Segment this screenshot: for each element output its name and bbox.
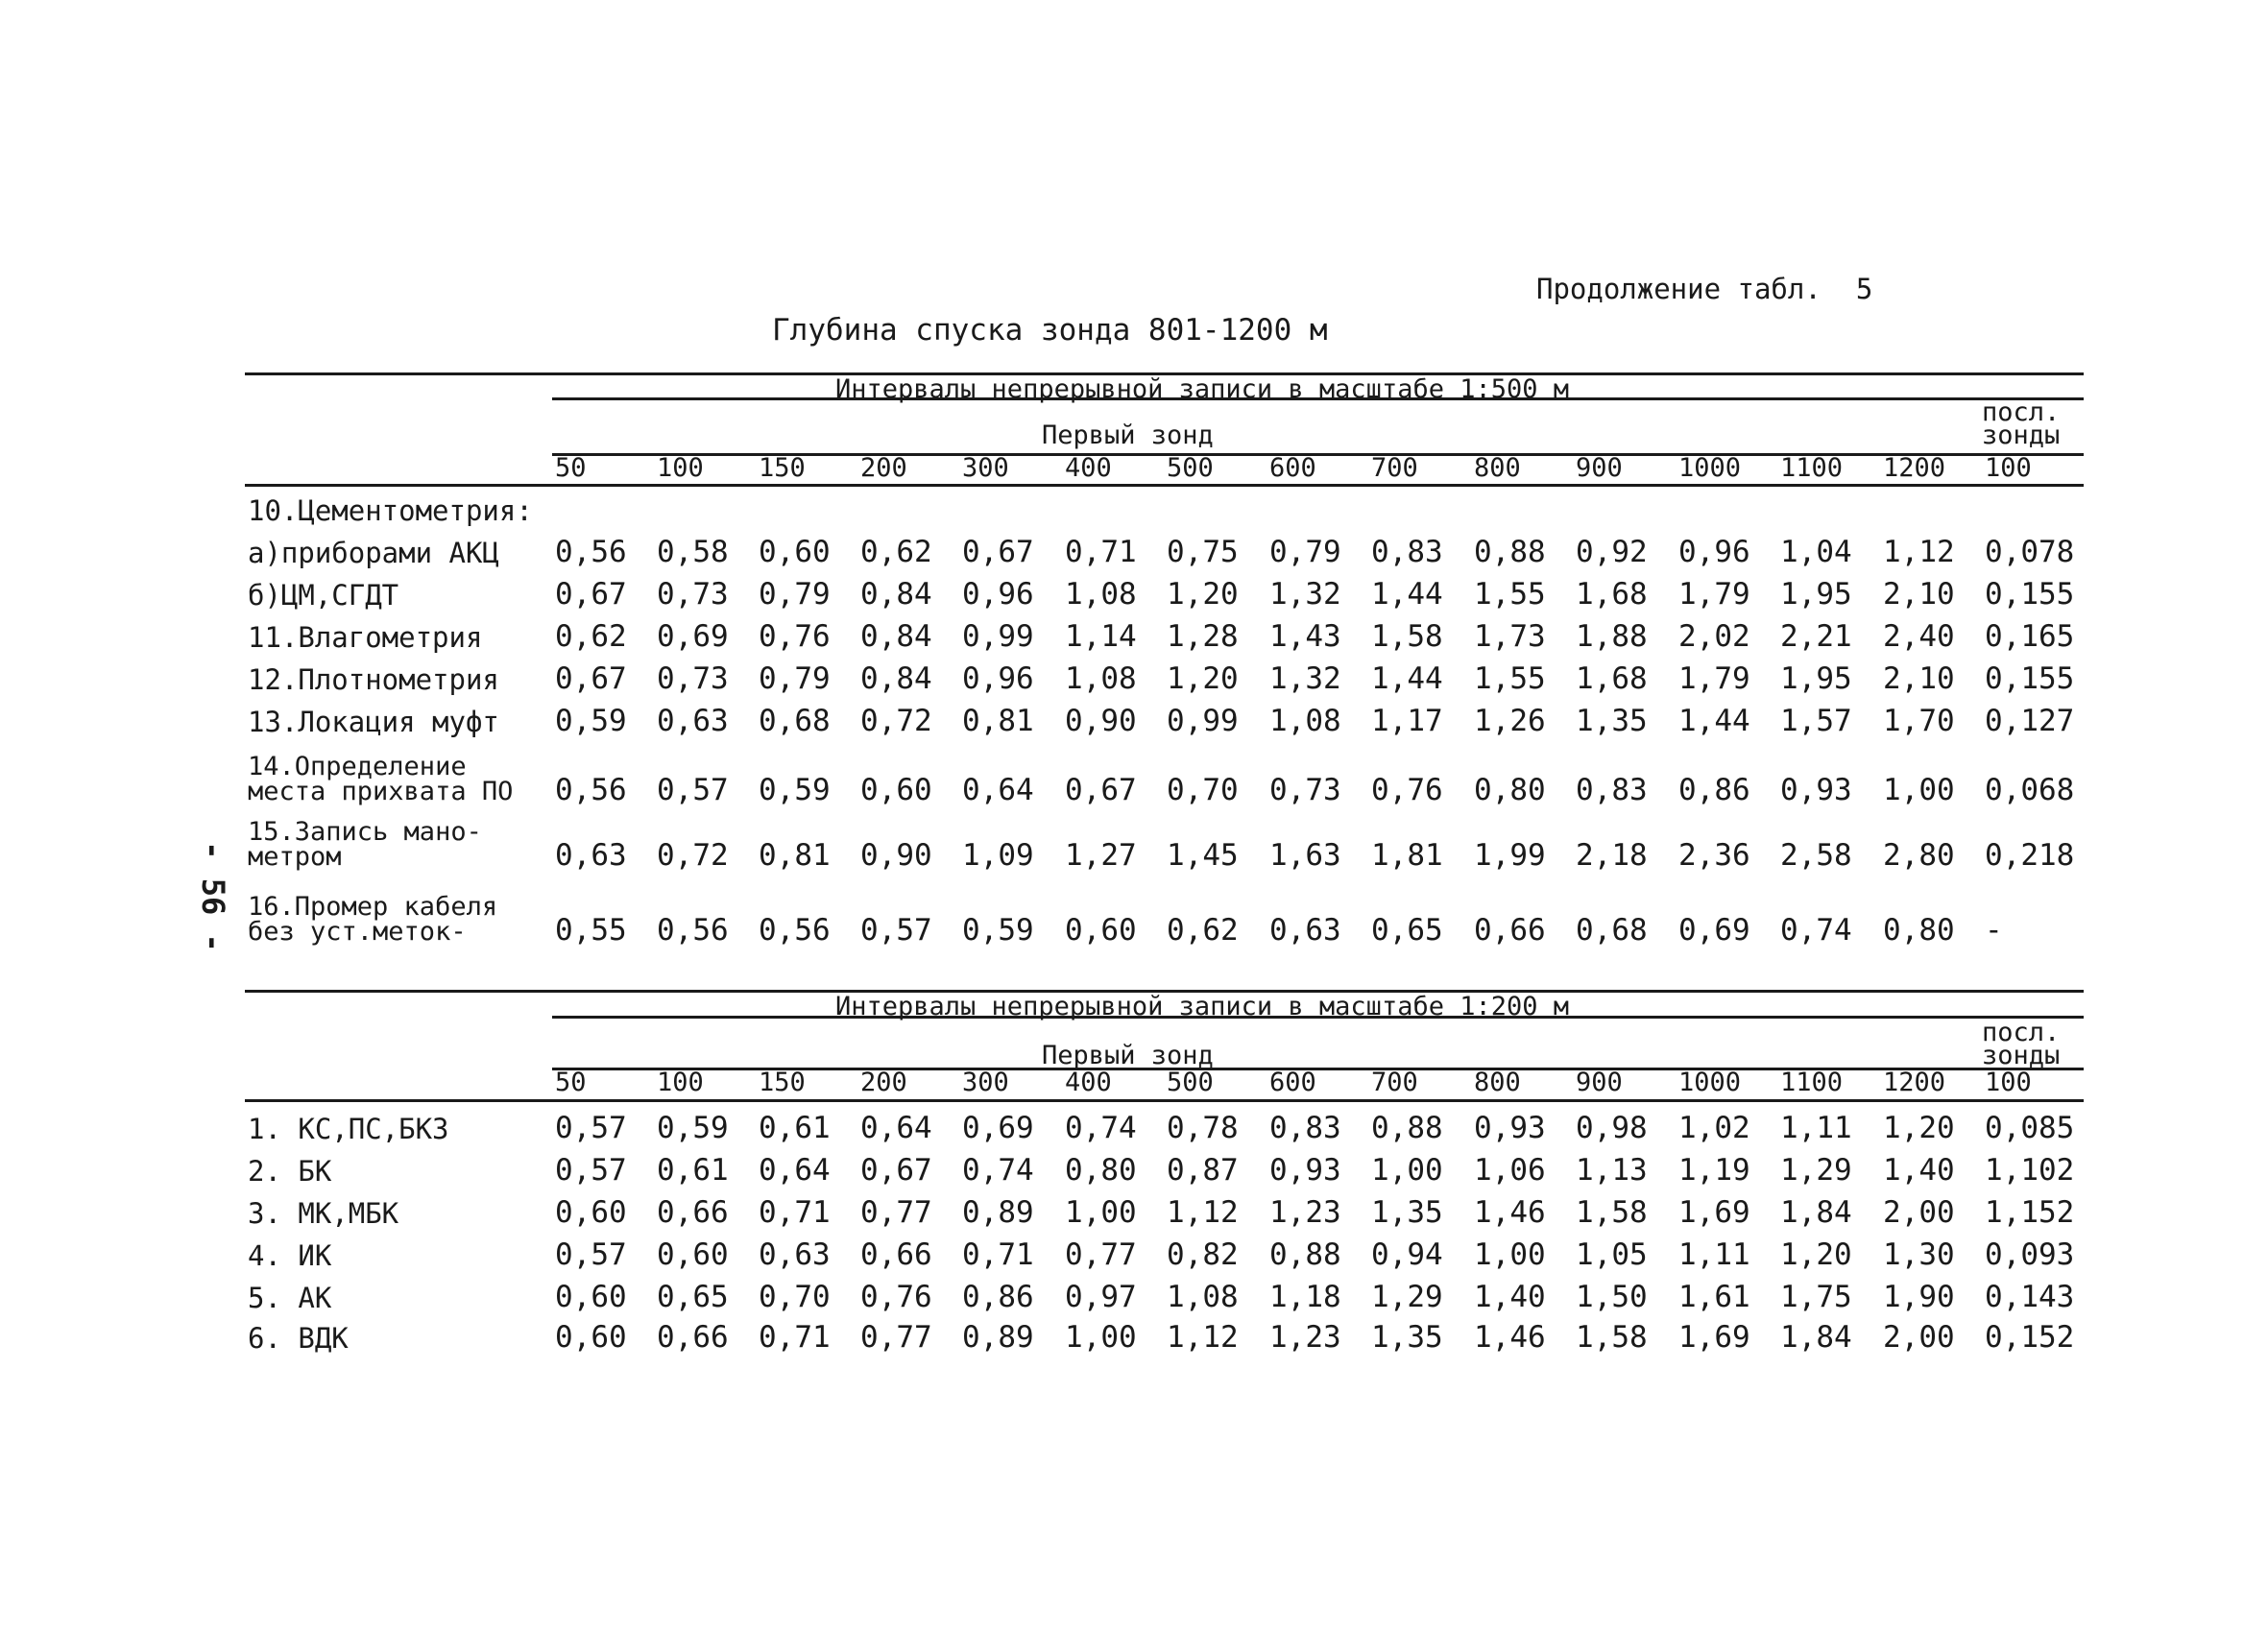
cell-value: 0,80: [1065, 1153, 1137, 1188]
row-label: а)приборами АКЦ: [248, 537, 499, 569]
cell-value: 0,90: [860, 838, 932, 873]
column-header: 500: [1167, 1068, 1214, 1097]
row-label: 12.Плотнометрия: [248, 663, 499, 696]
column-header: 1000: [1678, 1068, 1742, 1097]
cell-value: 0,63: [1269, 913, 1341, 948]
cell-value: -: [1985, 913, 2003, 948]
cell-value: 1,35: [1576, 704, 1648, 738]
group-header: Интервалы непрерывной записи в масштабе 1:500 м: [835, 374, 1570, 404]
cell-value: 2,10: [1883, 577, 1955, 612]
cell-value: 1,69: [1678, 1320, 1750, 1355]
cell-value: 1,08: [1167, 1280, 1239, 1314]
cell-value: 0,89: [962, 1320, 1034, 1355]
cell-value: 2,18: [1576, 838, 1648, 873]
column-header: 300: [962, 453, 1009, 483]
cell-value: 1,19: [1678, 1153, 1750, 1188]
header-bottom-rule: [245, 484, 2084, 487]
cell-value: 2,58: [1780, 838, 1852, 873]
last-probe-label: посл.: [1982, 397, 2061, 427]
cell-value: 0,77: [1065, 1237, 1137, 1272]
cell-value: 2,21: [1780, 619, 1852, 654]
cell-value: 1,45: [1167, 838, 1239, 873]
cell-value: 0,83: [1371, 535, 1443, 569]
cell-value: 0,79: [759, 661, 831, 696]
cell-value: 0,70: [759, 1280, 831, 1314]
cell-value: 1,61: [1678, 1280, 1750, 1314]
cell-value: 0,68: [759, 704, 831, 738]
cell-value: 0,60: [657, 1237, 729, 1272]
cell-value: 0,80: [1883, 913, 1955, 948]
cell-value: 1,73: [1474, 619, 1546, 654]
cell-value: 1,08: [1065, 577, 1137, 612]
column-header: 300: [962, 1068, 1009, 1097]
cell-value: 0,69: [1678, 913, 1750, 948]
cell-value: 0,61: [759, 1111, 831, 1145]
cell-value: 0,76: [1371, 773, 1443, 807]
cell-value: 0,82: [1167, 1237, 1239, 1272]
cell-value: 0,71: [1065, 535, 1137, 569]
cell-value: 0,58: [657, 535, 729, 569]
cell-value: 1,32: [1269, 577, 1341, 612]
cell-value: 1,68: [1576, 661, 1648, 696]
cell-value: 0,66: [657, 1195, 729, 1230]
cell-value: 1,12: [1167, 1195, 1239, 1230]
cell-value: 0,97: [1065, 1280, 1137, 1314]
row-label: 4. ИК: [248, 1239, 332, 1272]
cell-value: 0,77: [860, 1195, 932, 1230]
cell-value: 0,98: [1576, 1111, 1648, 1145]
cell-value: 2,02: [1678, 619, 1750, 654]
row-label: 11.Влагометрия: [248, 621, 483, 654]
cell-value: 0,88: [1474, 535, 1546, 569]
cell-value: 1,14: [1065, 619, 1137, 654]
table-caption: [1536, 273, 1872, 305]
cell-value: 0,78: [1167, 1111, 1239, 1145]
cell-value: 0,75: [1167, 535, 1239, 569]
column-header: 100: [657, 1068, 704, 1097]
cell-value: 1,55: [1474, 577, 1546, 612]
row-label: 15.Запись мано-: [248, 817, 482, 847]
cell-value: 1,46: [1474, 1320, 1546, 1355]
cell-value: 0,67: [555, 661, 627, 696]
row-label: 14.Определение: [248, 752, 467, 781]
column-header: 150: [759, 1068, 806, 1097]
cell-value: 0,77: [860, 1320, 932, 1355]
column-header: 100: [1985, 1068, 2032, 1097]
cell-value: 0,078: [1985, 535, 2075, 569]
column-header: 800: [1474, 453, 1521, 483]
cell-value: 0,60: [555, 1320, 627, 1355]
cell-value: 1,99: [1474, 838, 1546, 873]
column-header: 1200: [1883, 453, 1946, 483]
cell-value: 0,127: [1985, 704, 2075, 738]
cell-value: 2,10: [1883, 661, 1955, 696]
cell-value: 0,96: [1678, 535, 1750, 569]
cell-value: 1,90: [1883, 1280, 1955, 1314]
last-probe-label-2: зонды: [1982, 1041, 2061, 1070]
cell-value: 1,06: [1474, 1153, 1546, 1188]
cell-value: 0,83: [1269, 1111, 1341, 1145]
column-header: 900: [1576, 1068, 1623, 1097]
cell-value: 0,62: [860, 535, 932, 569]
cell-value: 0,60: [860, 773, 932, 807]
cell-value: 0,068: [1985, 773, 2075, 807]
cell-value: 1,02: [1678, 1111, 1750, 1145]
column-header: 700: [1371, 1068, 1418, 1097]
table-subtitle: Глубина спуска зонда 801-1200 м: [772, 313, 1328, 348]
cell-value: 1,29: [1371, 1280, 1443, 1314]
cell-value: 1,58: [1576, 1320, 1648, 1355]
group-header: Интервалы непрерывной записи в масштабе 1:200 м: [835, 992, 1570, 1021]
cell-value: 1,26: [1474, 704, 1546, 738]
row-label: 13.Локация муфт: [248, 706, 499, 738]
column-header: 900: [1576, 453, 1623, 483]
cell-value: 1,23: [1269, 1195, 1341, 1230]
page-number: - 56 -: [194, 841, 231, 952]
cell-value: 1,20: [1167, 577, 1239, 612]
cell-value: 0,60: [555, 1195, 627, 1230]
last-probe-label-2: зонды: [1982, 420, 2061, 450]
cell-value: 0,80: [1474, 773, 1546, 807]
cell-value: 2,00: [1883, 1320, 1955, 1355]
cell-value: 0,63: [555, 838, 627, 873]
cell-value: 1,44: [1371, 661, 1443, 696]
cell-value: 0,62: [1167, 913, 1239, 948]
cell-value: 0,84: [860, 619, 932, 654]
cell-value: 1,00: [1474, 1237, 1546, 1272]
cell-value: 1,81: [1371, 838, 1443, 873]
column-header: 600: [1269, 1068, 1316, 1097]
cell-value: 0,59: [657, 1111, 729, 1145]
cell-value: 1,05: [1576, 1237, 1648, 1272]
column-header: 50: [555, 1068, 587, 1097]
cell-value: 0,72: [657, 838, 729, 873]
cell-value: 0,65: [1371, 913, 1443, 948]
cell-value: 1,08: [1269, 704, 1341, 738]
cell-value: 0,81: [962, 704, 1034, 738]
column-header: 1000: [1678, 453, 1742, 483]
column-header: 800: [1474, 1068, 1521, 1097]
cell-value: 0,68: [1576, 913, 1648, 948]
cell-value: 2,36: [1678, 838, 1750, 873]
cell-value: 0,64: [962, 773, 1034, 807]
column-header: 500: [1167, 453, 1214, 483]
cell-value: 1,44: [1678, 704, 1750, 738]
cell-value: 1,58: [1576, 1195, 1648, 1230]
cell-value: 1,13: [1576, 1153, 1648, 1188]
cell-value: 0,93: [1474, 1111, 1546, 1145]
cell-value: 0,69: [962, 1111, 1034, 1145]
cell-value: 0,67: [860, 1153, 932, 1188]
column-header: 200: [860, 453, 907, 483]
group-header-rule: [552, 1016, 2084, 1019]
row-label: 6. ВДК: [248, 1322, 349, 1355]
cell-value: 0,56: [657, 913, 729, 948]
cell-value: 1,09: [962, 838, 1034, 873]
cell-value: 1,12: [1167, 1320, 1239, 1355]
cell-value: 0,63: [759, 1237, 831, 1272]
cell-value: 1,20: [1167, 661, 1239, 696]
cell-value: 1,40: [1474, 1280, 1546, 1314]
cell-value: 0,62: [555, 619, 627, 654]
cell-value: 1,32: [1269, 661, 1341, 696]
cell-value: 2,40: [1883, 619, 1955, 654]
cell-value: 1,20: [1780, 1237, 1852, 1272]
cell-value: 1,00: [1065, 1195, 1137, 1230]
cell-value: 1,152: [1985, 1195, 2075, 1230]
cell-value: 0,165: [1985, 619, 2075, 654]
cell-value: 1,28: [1167, 619, 1239, 654]
row-label-line2: метром: [248, 842, 342, 872]
column-header: 100: [1985, 453, 2032, 483]
cell-value: 0,84: [860, 661, 932, 696]
cell-value: 0,152: [1985, 1320, 2075, 1355]
cell-value: 1,17: [1371, 704, 1443, 738]
cell-value: 0,70: [1167, 773, 1239, 807]
cell-value: 0,61: [657, 1153, 729, 1188]
cell-value: 1,68: [1576, 577, 1648, 612]
cell-value: 1,102: [1985, 1153, 2075, 1188]
cell-value: 1,70: [1883, 704, 1955, 738]
cell-value: 0,74: [1780, 913, 1852, 948]
cell-value: 0,84: [860, 577, 932, 612]
first-probe-label: Первый зонд: [1042, 1041, 1214, 1070]
cell-value: 0,81: [759, 838, 831, 873]
cell-value: 0,92: [1576, 535, 1648, 569]
cell-value: 0,76: [860, 1280, 932, 1314]
cell-value: 1,23: [1269, 1320, 1341, 1355]
cell-value: 0,59: [555, 704, 627, 738]
cell-value: 1,88: [1576, 619, 1648, 654]
cell-value: 0,64: [860, 1111, 932, 1145]
cell-value: 2,80: [1883, 838, 1955, 873]
cell-value: 1,11: [1780, 1111, 1852, 1145]
cell-value: 1,40: [1883, 1153, 1955, 1188]
cell-value: 0,88: [1269, 1237, 1341, 1272]
cell-value: 1,79: [1678, 577, 1750, 612]
first-probe-label: Первый зонд: [1042, 420, 1214, 450]
cell-value: 0,86: [1678, 773, 1750, 807]
cell-value: 0,66: [1474, 913, 1546, 948]
cell-value: 1,84: [1780, 1320, 1852, 1355]
cell-value: 1,04: [1780, 535, 1852, 569]
cell-value: 0,60: [759, 535, 831, 569]
cell-value: 0,79: [759, 577, 831, 612]
cell-value: 0,57: [555, 1111, 627, 1145]
cell-value: 1,55: [1474, 661, 1546, 696]
cell-value: 1,95: [1780, 577, 1852, 612]
column-header: 400: [1065, 453, 1112, 483]
cell-value: 0,67: [1065, 773, 1137, 807]
cell-value: 0,57: [555, 1237, 627, 1272]
cell-value: 1,20: [1883, 1111, 1955, 1145]
cell-value: 0,73: [657, 661, 729, 696]
row-label: 3. МК,МБК: [248, 1197, 399, 1230]
cell-value: 0,67: [555, 577, 627, 612]
cell-value: 0,87: [1167, 1153, 1239, 1188]
cell-value: 0,69: [657, 619, 729, 654]
header-bottom-rule: [245, 1099, 2084, 1102]
cell-value: 0,79: [1269, 535, 1341, 569]
cell-value: 1,46: [1474, 1195, 1546, 1230]
cell-value: 1,35: [1371, 1320, 1443, 1355]
cell-value: 1,18: [1269, 1280, 1341, 1314]
cell-value: 1,11: [1678, 1237, 1750, 1272]
last-probe-label: посл.: [1982, 1018, 2061, 1047]
cell-value: 0,74: [962, 1153, 1034, 1188]
table-number: 5: [1855, 273, 1873, 305]
cell-value: 2,00: [1883, 1195, 1955, 1230]
row-label-line2: места прихвата ПО: [248, 777, 514, 806]
cell-value: 0,89: [962, 1195, 1034, 1230]
cell-value: 0,71: [759, 1195, 831, 1230]
cell-value: 1,00: [1065, 1320, 1137, 1355]
cell-value: 1,35: [1371, 1195, 1443, 1230]
column-header: 600: [1269, 453, 1316, 483]
cell-value: 1,58: [1371, 619, 1443, 654]
cell-value: 0,96: [962, 577, 1034, 612]
cell-value: 1,84: [1780, 1195, 1852, 1230]
cell-value: 1,69: [1678, 1195, 1750, 1230]
column-header: 200: [860, 1068, 907, 1097]
column-header: 1200: [1883, 1068, 1946, 1097]
cell-value: 1,57: [1780, 704, 1852, 738]
cell-value: 0,085: [1985, 1111, 2075, 1145]
cell-value: 0,56: [555, 535, 627, 569]
cell-value: 0,218: [1985, 838, 2075, 873]
cell-value: 0,143: [1985, 1280, 2075, 1314]
section-title: 10.Цементометрия:: [248, 494, 533, 527]
cell-value: 0,90: [1065, 704, 1137, 738]
cell-value: 0,64: [759, 1153, 831, 1188]
cell-value: 0,56: [555, 773, 627, 807]
cell-value: 0,093: [1985, 1237, 2075, 1272]
cell-value: 0,63: [657, 704, 729, 738]
cell-value: 1,95: [1780, 661, 1852, 696]
cell-value: 1,00: [1883, 773, 1955, 807]
cell-value: 0,74: [1065, 1111, 1137, 1145]
column-header: 1100: [1780, 1068, 1844, 1097]
column-header: 50: [555, 453, 587, 483]
cell-value: 1,08: [1065, 661, 1137, 696]
cell-value: 1,75: [1780, 1280, 1852, 1314]
cell-value: 1,27: [1065, 838, 1137, 873]
cell-value: 0,99: [962, 619, 1034, 654]
cell-value: 0,76: [759, 619, 831, 654]
cell-value: 0,88: [1371, 1111, 1443, 1145]
cell-value: 0,86: [962, 1280, 1034, 1314]
cell-value: 1,30: [1883, 1237, 1955, 1272]
cell-value: 0,155: [1985, 661, 2075, 696]
cell-value: 0,83: [1576, 773, 1648, 807]
cell-value: 0,57: [860, 913, 932, 948]
row-label: 1. КС,ПС,БКЗ: [248, 1113, 449, 1145]
cell-value: 0,72: [860, 704, 932, 738]
cell-value: 0,57: [657, 773, 729, 807]
cell-value: 1,79: [1678, 661, 1750, 696]
row-label: 5. АК: [248, 1282, 332, 1314]
cell-value: 0,93: [1269, 1153, 1341, 1188]
cell-value: 0,60: [1065, 913, 1137, 948]
cell-value: 0,66: [657, 1320, 729, 1355]
cell-value: 0,99: [1167, 704, 1239, 738]
column-header: 100: [657, 453, 704, 483]
caption-text: Продолжение табл.: [1536, 273, 1822, 305]
row-label: б)ЦМ,СГДТ: [248, 579, 399, 612]
cell-value: 1,12: [1883, 535, 1955, 569]
group-header-rule: [552, 397, 2084, 400]
row-label-line2: без уст.меток-: [248, 917, 467, 947]
cell-value: 0,73: [657, 577, 729, 612]
cell-value: 0,96: [962, 661, 1034, 696]
cell-value: 1,63: [1269, 838, 1341, 873]
cell-value: 0,59: [962, 913, 1034, 948]
cell-value: 0,60: [555, 1280, 627, 1314]
cell-value: 1,50: [1576, 1280, 1648, 1314]
cell-value: 0,93: [1780, 773, 1852, 807]
cell-value: 0,71: [759, 1320, 831, 1355]
cell-value: 0,155: [1985, 577, 2075, 612]
cell-value: 0,66: [860, 1237, 932, 1272]
cell-value: 1,29: [1780, 1153, 1852, 1188]
column-header: 150: [759, 453, 806, 483]
cell-value: 0,94: [1371, 1237, 1443, 1272]
column-header: 1100: [1780, 453, 1844, 483]
cell-value: 0,71: [962, 1237, 1034, 1272]
cell-value: 0,55: [555, 913, 627, 948]
row-label: 2. БК: [248, 1155, 332, 1188]
cell-value: 0,59: [759, 773, 831, 807]
cell-value: 0,57: [555, 1153, 627, 1188]
cell-value: 0,67: [962, 535, 1034, 569]
column-header: 400: [1065, 1068, 1112, 1097]
column-header: 700: [1371, 453, 1418, 483]
cell-value: 1,43: [1269, 619, 1341, 654]
cell-value: 0,65: [657, 1280, 729, 1314]
cell-value: 0,73: [1269, 773, 1341, 807]
cell-value: 0,56: [759, 913, 831, 948]
cell-value: 1,44: [1371, 577, 1443, 612]
row-label: 16.Промер кабеля: [248, 892, 498, 922]
cell-value: 1,00: [1371, 1153, 1443, 1188]
